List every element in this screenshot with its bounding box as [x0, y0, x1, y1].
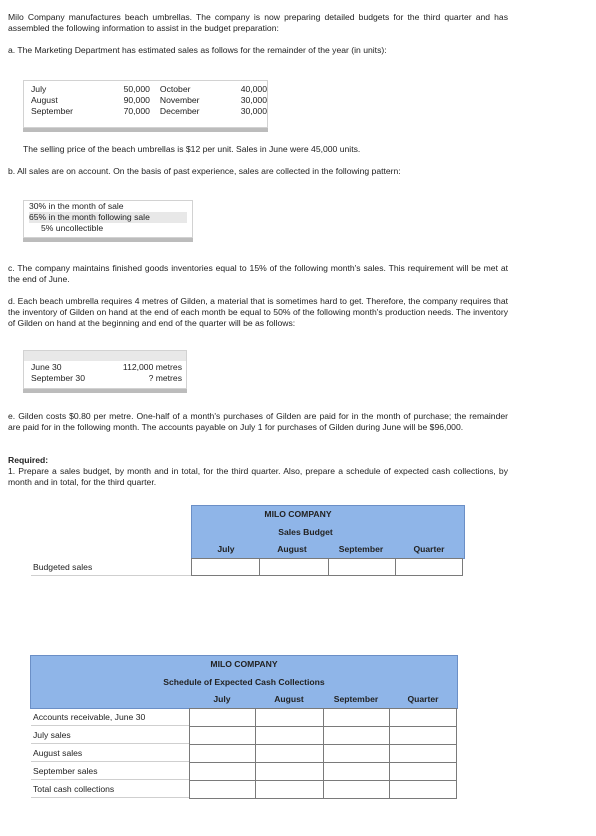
collection-pattern-box	[23, 200, 193, 238]
cell-input[interactable]	[192, 559, 259, 575]
cash-collection-cell[interactable]	[389, 708, 457, 727]
budgeted-sales-august-input[interactable]	[259, 558, 329, 576]
price-note: The selling price of the beach umbrellas is $12 per unit. Sales in June were 45,000 units.	[23, 144, 361, 154]
cash-row-label: September sales	[33, 766, 98, 776]
inventory-value: 112,000 metres	[122, 362, 182, 372]
sales-col-july: July	[217, 544, 235, 554]
cell-input[interactable]	[190, 709, 255, 726]
units-value: 90,000	[123, 95, 150, 105]
row-divider	[31, 797, 189, 798]
month-label: October	[159, 84, 191, 94]
cash-collection-cell[interactable]	[389, 780, 457, 799]
pattern-row: 5% uncollectible	[41, 223, 104, 233]
inventory-value: ? metres	[148, 373, 182, 383]
budgeted-sales-quarter-input[interactable]	[395, 558, 463, 576]
units-value: 30,000	[240, 106, 267, 116]
item-d-text: d. Each beach umbrella requires 4 metres of Gilden, a material that is sometimes hard to get. Therefore, the company requires that the inventory of Gilden on hand at the end of each month be equal to 50% of the following month's production needs. The inventory of Gilden on hand at the beginning and end of the quarter will be as follows:	[8, 296, 508, 328]
cash-collection-cell[interactable]	[189, 744, 256, 763]
month-label: August	[31, 95, 58, 105]
cell-input[interactable]	[324, 781, 389, 798]
cash-collection-cell[interactable]	[323, 708, 390, 727]
cash-row-label: July sales	[33, 730, 71, 740]
cash-col-august: August	[274, 694, 304, 704]
cell-input[interactable]	[390, 763, 456, 780]
cash-row-label: Accounts receivable, June 30	[33, 712, 146, 722]
sales-budget-company: MILO COMPANY	[264, 509, 332, 519]
cell-input[interactable]	[324, 763, 389, 780]
inventory-label: September 30	[31, 373, 85, 383]
item-b-text: b. All sales are on account. On the basis of past experience, sales are collected in the following pattern:	[8, 166, 401, 176]
cash-collection-cell[interactable]	[189, 762, 256, 781]
pattern-row: 65% in the month following sale	[29, 212, 187, 223]
cell-input[interactable]	[256, 709, 323, 726]
cash-col-july: July	[213, 694, 231, 704]
cell-input[interactable]	[396, 559, 462, 575]
cell-input[interactable]	[190, 745, 255, 762]
row-divider	[31, 779, 189, 780]
month-label: December	[159, 106, 200, 116]
pattern-row: 30% in the month of sale	[29, 201, 124, 211]
item-a-text: a. The Marketing Department has estimated sales as follows for the remainder of the year (in units):	[8, 45, 387, 55]
sales-budget-title: Sales Budget	[278, 527, 333, 537]
cell-input[interactable]	[190, 781, 255, 798]
cash-collection-cell[interactable]	[255, 780, 324, 799]
sales-col-august: August	[277, 544, 307, 554]
cash-collection-cell[interactable]	[189, 780, 256, 799]
cell-input[interactable]	[324, 709, 389, 726]
month-label: September	[31, 106, 74, 116]
cell-input[interactable]	[190, 763, 255, 780]
cell-input[interactable]	[390, 745, 456, 762]
cash-collection-cell[interactable]	[189, 708, 256, 727]
budgeted-sales-september-input[interactable]	[328, 558, 396, 576]
cash-collection-cell[interactable]	[323, 744, 390, 763]
required-heading: Required:	[8, 455, 49, 465]
cash-row-label: August sales	[33, 748, 83, 758]
required-1-text: 1. Prepare a sales budget, by month and in total, for the third quarter. Also, prepare a schedule of expected cash collections, by month and in total, for the third quarter.	[8, 466, 508, 487]
cash-schedule-title: Schedule of Expected Cash Collections	[163, 677, 325, 687]
cash-collection-cell[interactable]	[323, 726, 390, 745]
units-value: 30,000	[240, 95, 267, 105]
cash-schedule-company: MILO COMPANY	[210, 659, 278, 669]
budgeted-sales-july-input[interactable]	[191, 558, 260, 576]
cash-col-september: September	[333, 694, 379, 704]
cell-input[interactable]	[390, 781, 456, 798]
cell-input[interactable]	[390, 727, 456, 744]
units-value: 50,000	[123, 84, 150, 94]
cash-col-quarter: Quarter	[407, 694, 439, 704]
sales-estimates-table	[24, 84, 267, 117]
cell-input[interactable]	[256, 763, 323, 780]
units-value: 40,000	[240, 84, 267, 94]
cash-collection-cell[interactable]	[389, 744, 457, 763]
cell-input[interactable]	[190, 727, 255, 744]
cell-input[interactable]	[390, 709, 456, 726]
cash-collection-cell[interactable]	[255, 762, 324, 781]
cash-collection-cell[interactable]	[323, 762, 390, 781]
cell-input[interactable]	[256, 781, 323, 798]
sales-estimate-row	[24, 84, 267, 95]
cash-collection-cell[interactable]	[323, 780, 390, 799]
intro-text: Milo Company manufactures beach umbrellas. The company is now preparing detailed budgets for the third quarter and has assembled the following information to assist in the budget preparation:	[8, 12, 508, 33]
row-divider	[31, 725, 189, 726]
sales-estimate-row	[24, 106, 267, 117]
cash-collection-cell[interactable]	[255, 744, 324, 763]
cell-input[interactable]	[256, 745, 323, 762]
cash-collection-cell[interactable]	[389, 762, 457, 781]
cash-row-label: Total cash collections	[33, 784, 115, 794]
sales-col-quarter: Quarter	[413, 544, 445, 554]
item-c-text: c. The company maintains finished goods inventories equal to 15% of the following month's sales. This requirement will be met at the end of June.	[8, 263, 508, 284]
row-divider	[31, 743, 189, 744]
item-e-text: e. Gilden costs $0.80 per metre. One-half of a month's purchases of Gilden are paid for in the month of purchase; the remainder are paid for in the following month. The accounts payable on July 1 for purchases of Gilden during June will be $96,000.	[8, 411, 508, 432]
cell-input[interactable]	[256, 727, 323, 744]
cell-input[interactable]	[260, 559, 328, 575]
sales-col-september: September	[338, 544, 384, 554]
sales-estimates-box	[23, 80, 268, 128]
cell-input[interactable]	[329, 559, 395, 575]
sales-estimate-row	[24, 95, 267, 106]
month-label: July	[31, 84, 47, 94]
cell-input[interactable]	[324, 745, 389, 762]
cash-collection-cell[interactable]	[189, 726, 256, 745]
cell-input[interactable]	[324, 727, 389, 744]
gilden-inventory-box	[23, 350, 187, 389]
cash-collection-cell[interactable]	[389, 726, 457, 745]
cash-collection-cell[interactable]	[255, 726, 324, 745]
inventory-label: June 30	[31, 362, 62, 372]
month-label: November	[159, 95, 200, 105]
cash-collection-cell[interactable]	[255, 708, 324, 727]
row-divider	[31, 761, 189, 762]
units-value: 70,000	[123, 106, 150, 116]
sales-row-label: Budgeted sales	[33, 562, 93, 572]
